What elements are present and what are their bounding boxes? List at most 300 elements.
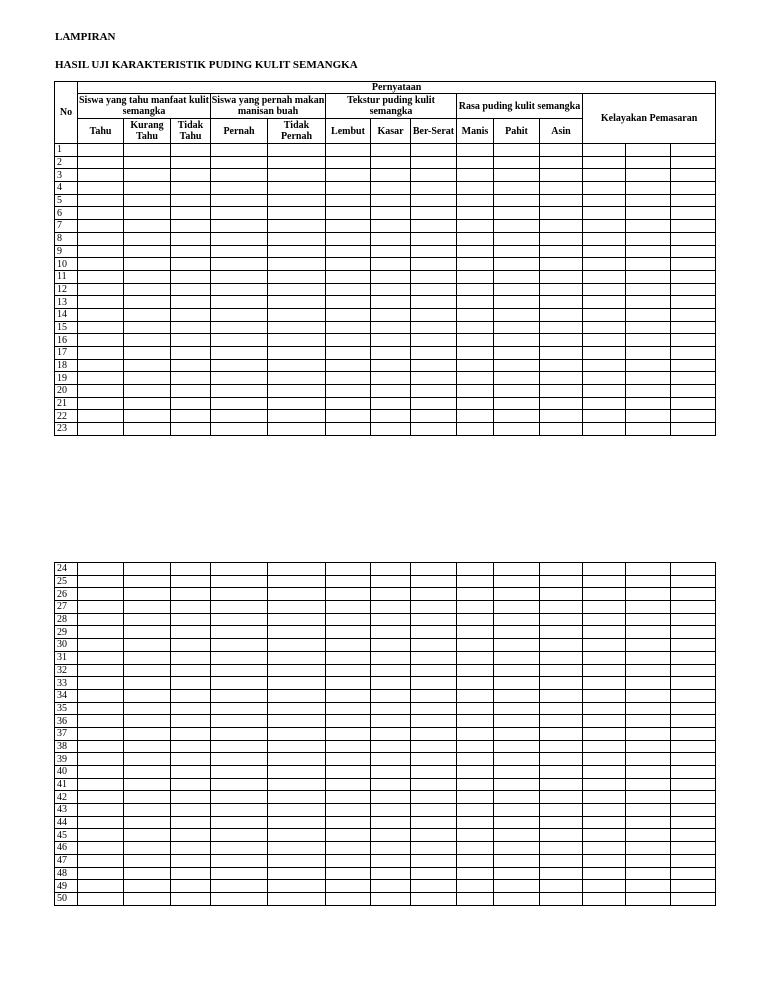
empty-cell [626, 791, 671, 804]
row-number: 41 [55, 778, 78, 791]
empty-cell [211, 144, 268, 157]
empty-cell [457, 702, 494, 715]
empty-cell [124, 677, 171, 690]
empty-cell [326, 892, 371, 905]
row-number: 12 [55, 283, 78, 296]
empty-cell [457, 194, 494, 207]
empty-cell [457, 816, 494, 829]
empty-cell [411, 283, 457, 296]
group-header-rasa: Rasa puding kulit semangka [457, 94, 583, 119]
empty-cell [268, 283, 326, 296]
empty-cell [268, 804, 326, 817]
empty-cell [540, 753, 583, 766]
empty-cell [540, 791, 583, 804]
empty-cell [171, 677, 211, 690]
empty-cell [78, 308, 124, 321]
empty-cell [78, 626, 124, 639]
empty-cell [457, 753, 494, 766]
table-row [55, 715, 716, 728]
empty-cell [326, 727, 371, 740]
empty-cell [411, 563, 457, 576]
empty-cell [371, 892, 411, 905]
empty-cell [78, 270, 124, 283]
row-number: 21 [55, 397, 78, 410]
empty-cell [371, 270, 411, 283]
row-number: 39 [55, 753, 78, 766]
empty-cell [583, 740, 626, 753]
page-title: HASIL UJI KARAKTERISTIK PUDING KULIT SEMANGKA [55, 59, 358, 71]
empty-cell [583, 245, 626, 258]
empty-cell [540, 613, 583, 626]
empty-cell [494, 220, 540, 233]
empty-cell [211, 867, 268, 880]
empty-cell [78, 334, 124, 347]
empty-cell [411, 791, 457, 804]
empty-cell [583, 854, 626, 867]
empty-cell [171, 182, 211, 195]
empty-cell [326, 156, 371, 169]
table-row [55, 575, 716, 588]
empty-cell [626, 842, 671, 855]
empty-cell [124, 359, 171, 372]
empty-cell [457, 778, 494, 791]
empty-cell [671, 740, 716, 753]
empty-cell [124, 842, 171, 855]
empty-cell [171, 651, 211, 664]
empty-cell [371, 359, 411, 372]
row-number: 37 [55, 727, 78, 740]
empty-cell [326, 854, 371, 867]
empty-cell [494, 854, 540, 867]
empty-cell [583, 892, 626, 905]
empty-cell [124, 689, 171, 702]
empty-cell [371, 816, 411, 829]
empty-cell [457, 169, 494, 182]
empty-cell [371, 347, 411, 360]
empty-cell [268, 753, 326, 766]
empty-cell [671, 245, 716, 258]
empty-cell [626, 715, 671, 728]
empty-cell [211, 842, 268, 855]
empty-cell [171, 321, 211, 334]
empty-cell [494, 740, 540, 753]
empty-cell [211, 397, 268, 410]
empty-cell [626, 854, 671, 867]
empty-cell [268, 639, 326, 652]
empty-cell [211, 156, 268, 169]
empty-cell [411, 892, 457, 905]
table-row [55, 727, 716, 740]
empty-cell [626, 410, 671, 423]
empty-cell [540, 740, 583, 753]
table-row [55, 359, 716, 372]
empty-cell [626, 804, 671, 817]
empty-cell [457, 677, 494, 690]
row-number: 34 [55, 689, 78, 702]
empty-cell [124, 232, 171, 245]
empty-cell [626, 664, 671, 677]
empty-cell [583, 702, 626, 715]
empty-cell [671, 854, 716, 867]
empty-cell [457, 144, 494, 157]
empty-cell [211, 702, 268, 715]
empty-cell [78, 410, 124, 423]
empty-cell [268, 156, 326, 169]
empty-cell [78, 207, 124, 220]
empty-cell [540, 220, 583, 233]
empty-cell [124, 854, 171, 867]
empty-cell [626, 689, 671, 702]
empty-cell [411, 766, 457, 779]
empty-cell [124, 867, 171, 880]
empty-cell [371, 372, 411, 385]
table-row [55, 563, 716, 576]
empty-cell [494, 639, 540, 652]
empty-cell [583, 651, 626, 664]
empty-cell [583, 829, 626, 842]
empty-cell [211, 740, 268, 753]
empty-cell [211, 766, 268, 779]
empty-cell [540, 258, 583, 271]
empty-cell [78, 816, 124, 829]
empty-cell [411, 232, 457, 245]
table-row [55, 423, 716, 436]
empty-cell [540, 283, 583, 296]
empty-cell [671, 677, 716, 690]
row-number: 31 [55, 651, 78, 664]
empty-cell [371, 626, 411, 639]
empty-cell [671, 702, 716, 715]
table-row [55, 194, 716, 207]
empty-cell [78, 677, 124, 690]
empty-cell [211, 563, 268, 576]
empty-cell [211, 194, 268, 207]
empty-cell [171, 156, 211, 169]
table-row [55, 639, 716, 652]
empty-cell [626, 359, 671, 372]
empty-cell [371, 232, 411, 245]
empty-cell [626, 601, 671, 614]
empty-cell [326, 651, 371, 664]
empty-cell [494, 156, 540, 169]
row-number: 5 [55, 194, 78, 207]
empty-cell [268, 651, 326, 664]
empty-cell [457, 156, 494, 169]
empty-cell [326, 563, 371, 576]
empty-cell [78, 601, 124, 614]
empty-cell [583, 220, 626, 233]
empty-cell [411, 601, 457, 614]
empty-cell [268, 563, 326, 576]
empty-cell [457, 372, 494, 385]
empty-cell [457, 258, 494, 271]
empty-cell [211, 232, 268, 245]
empty-cell [671, 727, 716, 740]
empty-cell [671, 232, 716, 245]
empty-cell [326, 816, 371, 829]
empty-cell [211, 626, 268, 639]
group-header-tahu-manfaat: Siswa yang tahu manfaat kulit semangka [78, 95, 210, 117]
empty-cell [124, 321, 171, 334]
table-row [55, 651, 716, 664]
row-number: 40 [55, 766, 78, 779]
empty-cell [371, 182, 411, 195]
empty-cell [626, 321, 671, 334]
empty-cell [268, 270, 326, 283]
empty-cell [268, 182, 326, 195]
empty-cell [583, 804, 626, 817]
empty-cell [411, 207, 457, 220]
empty-cell [457, 766, 494, 779]
empty-cell [326, 842, 371, 855]
row-number: 17 [55, 347, 78, 360]
empty-cell [124, 156, 171, 169]
row-number: 10 [55, 258, 78, 271]
empty-cell [211, 321, 268, 334]
empty-cell [124, 423, 171, 436]
group-header-pernah-makan: Siswa yang pernah makan manisan buah [211, 95, 325, 117]
row-number: 7 [55, 220, 78, 233]
empty-cell [171, 194, 211, 207]
empty-cell [540, 702, 583, 715]
empty-cell [268, 740, 326, 753]
row-number: 14 [55, 308, 78, 321]
empty-cell [494, 601, 540, 614]
empty-cell [78, 651, 124, 664]
empty-cell [583, 410, 626, 423]
empty-cell [371, 715, 411, 728]
empty-cell [457, 880, 494, 893]
empty-cell [626, 397, 671, 410]
empty-cell [326, 639, 371, 652]
empty-cell [211, 816, 268, 829]
empty-cell [78, 689, 124, 702]
empty-cell [411, 258, 457, 271]
empty-cell [583, 308, 626, 321]
empty-cell [457, 588, 494, 601]
empty-cell [583, 842, 626, 855]
empty-cell [494, 232, 540, 245]
empty-cell [626, 232, 671, 245]
sub-header-lembut: Lembut [326, 119, 371, 144]
empty-cell [540, 308, 583, 321]
empty-cell [411, 194, 457, 207]
table-row [55, 601, 716, 614]
empty-cell [211, 588, 268, 601]
empty-cell [171, 778, 211, 791]
empty-cell [326, 410, 371, 423]
empty-cell [211, 207, 268, 220]
empty-cell [211, 575, 268, 588]
empty-cell [626, 296, 671, 309]
empty-cell [540, 842, 583, 855]
empty-cell [411, 144, 457, 157]
empty-cell [540, 372, 583, 385]
empty-cell [171, 207, 211, 220]
empty-cell [211, 283, 268, 296]
empty-cell [171, 359, 211, 372]
empty-cell [171, 753, 211, 766]
empty-cell [626, 613, 671, 626]
empty-cell [457, 639, 494, 652]
empty-cell [78, 563, 124, 576]
empty-cell [171, 880, 211, 893]
empty-cell [411, 816, 457, 829]
empty-cell [583, 359, 626, 372]
empty-cell [171, 804, 211, 817]
empty-cell [371, 791, 411, 804]
sub-header-tidak-pernah: Tidak Pernah [268, 119, 326, 144]
empty-cell [626, 385, 671, 398]
empty-cell [671, 626, 716, 639]
empty-cell [268, 613, 326, 626]
empty-cell [583, 677, 626, 690]
empty-cell [78, 854, 124, 867]
empty-cell [494, 359, 540, 372]
empty-cell [540, 689, 583, 702]
empty-cell [171, 372, 211, 385]
table-row [55, 232, 716, 245]
empty-cell [124, 296, 171, 309]
empty-cell [211, 601, 268, 614]
row-number: 42 [55, 791, 78, 804]
empty-cell [457, 410, 494, 423]
empty-cell [583, 588, 626, 601]
row-number: 48 [55, 867, 78, 880]
empty-cell [78, 880, 124, 893]
empty-cell [211, 854, 268, 867]
empty-cell [411, 689, 457, 702]
sub-header-kurang-tahu: Kurang Tahu [124, 119, 171, 144]
empty-cell [171, 385, 211, 398]
lampiran-heading: LAMPIRAN [55, 31, 116, 43]
empty-cell [626, 626, 671, 639]
empty-cell [268, 321, 326, 334]
empty-cell [583, 385, 626, 398]
table-row [55, 220, 716, 233]
empty-cell [411, 385, 457, 398]
empty-cell [457, 347, 494, 360]
empty-cell [268, 144, 326, 157]
empty-cell [411, 740, 457, 753]
empty-cell [411, 842, 457, 855]
empty-cell [540, 321, 583, 334]
empty-cell [326, 677, 371, 690]
empty-cell [171, 283, 211, 296]
empty-cell [371, 207, 411, 220]
empty-cell [326, 144, 371, 157]
empty-cell [494, 651, 540, 664]
empty-cell [411, 169, 457, 182]
row-number: 43 [55, 804, 78, 817]
empty-cell [371, 397, 411, 410]
empty-cell [326, 296, 371, 309]
table-row [55, 156, 716, 169]
empty-cell [494, 816, 540, 829]
group-header-kelayakan: Kelayakan Pemasaran [583, 94, 716, 144]
empty-cell [494, 169, 540, 182]
empty-cell [540, 245, 583, 258]
empty-cell [540, 270, 583, 283]
empty-cell [457, 791, 494, 804]
row-number: 25 [55, 575, 78, 588]
empty-cell [124, 588, 171, 601]
row-number: 13 [55, 296, 78, 309]
empty-cell [371, 283, 411, 296]
empty-cell [326, 270, 371, 283]
empty-cell [494, 804, 540, 817]
empty-cell [171, 575, 211, 588]
empty-cell [583, 664, 626, 677]
empty-cell [671, 347, 716, 360]
table-row [55, 296, 716, 309]
empty-cell [78, 766, 124, 779]
empty-cell [171, 296, 211, 309]
empty-cell [583, 753, 626, 766]
empty-cell [371, 804, 411, 817]
empty-cell [540, 588, 583, 601]
empty-cell [171, 601, 211, 614]
table-row [55, 626, 716, 639]
empty-cell [371, 575, 411, 588]
empty-cell [171, 220, 211, 233]
empty-cell [671, 397, 716, 410]
row-number: 9 [55, 245, 78, 258]
empty-cell [371, 144, 411, 157]
empty-cell [671, 613, 716, 626]
empty-cell [671, 169, 716, 182]
empty-cell [583, 715, 626, 728]
empty-cell [626, 283, 671, 296]
row-number: 4 [55, 182, 78, 195]
empty-cell [411, 867, 457, 880]
empty-cell [371, 766, 411, 779]
empty-cell [124, 220, 171, 233]
table-row [55, 334, 716, 347]
empty-cell [326, 372, 371, 385]
empty-cell [78, 372, 124, 385]
empty-cell [457, 727, 494, 740]
empty-cell [268, 816, 326, 829]
empty-cell [268, 423, 326, 436]
empty-cell [494, 626, 540, 639]
empty-cell [540, 296, 583, 309]
row-number: 20 [55, 385, 78, 398]
empty-cell [411, 321, 457, 334]
empty-cell [671, 423, 716, 436]
empty-cell [626, 677, 671, 690]
empty-cell [124, 651, 171, 664]
empty-cell [171, 892, 211, 905]
empty-cell [457, 664, 494, 677]
sub-header-berserat: Ber-Serat [411, 119, 457, 144]
empty-cell [78, 296, 124, 309]
empty-cell [78, 892, 124, 905]
empty-cell [268, 308, 326, 321]
empty-cell [626, 258, 671, 271]
empty-cell [268, 880, 326, 893]
empty-cell [494, 727, 540, 740]
empty-cell [326, 423, 371, 436]
empty-cell [326, 194, 371, 207]
table-row [55, 880, 716, 893]
empty-cell [583, 334, 626, 347]
empty-cell [371, 220, 411, 233]
empty-cell [171, 689, 211, 702]
empty-cell [78, 245, 124, 258]
empty-cell [326, 258, 371, 271]
empty-cell [626, 575, 671, 588]
